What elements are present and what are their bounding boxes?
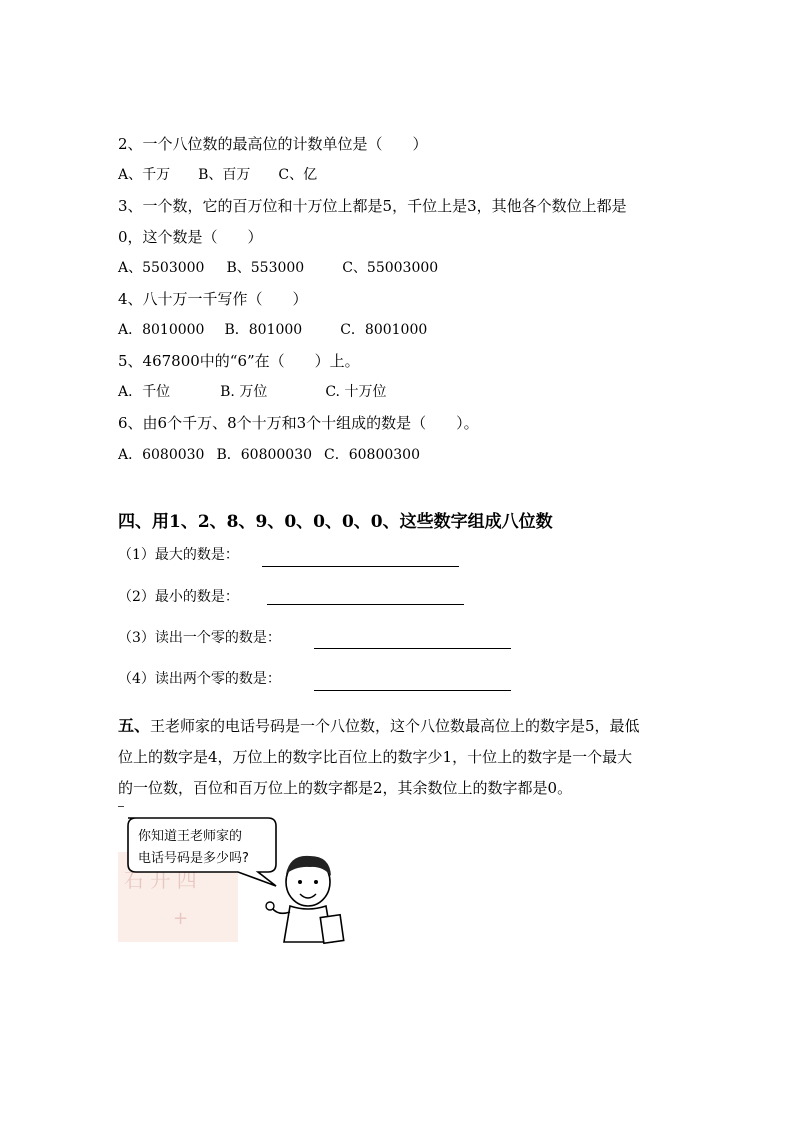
fill-item-4-label: （4）读出两个零的数是： xyxy=(118,671,281,687)
boy-arm xyxy=(272,908,290,913)
fill-item-3-label: （3）读出一个零的数是： xyxy=(118,630,281,646)
option-c[interactable]: C、亿 xyxy=(278,167,318,183)
bubble-text-2: 电话号码是多少吗? xyxy=(138,851,249,866)
question-3-stem: 3、一个数，它的百万位和十万位上都是5，千位上是3，其他各个数位上都是 xyxy=(118,197,627,215)
boy-eye xyxy=(314,880,318,884)
question-3-options xyxy=(118,258,438,278)
question-6-options xyxy=(118,445,420,465)
option-a[interactable]: A．6080030 xyxy=(118,447,205,463)
book xyxy=(320,915,343,944)
question-2-options xyxy=(118,165,317,185)
option-a[interactable]: A、千万 xyxy=(118,167,171,183)
answer-blank-4[interactable] xyxy=(314,690,511,691)
fill-item-1-label: （1）最大的数是： xyxy=(118,547,239,563)
option-c[interactable]: C．8001000 xyxy=(340,322,428,338)
option-a[interactable]: A．8010000 xyxy=(118,322,205,338)
faint-text: 石 开 四 xyxy=(124,868,197,892)
question-6-stem: 6、由6个千万、8个十万和3个十组成的数是（ ）。 xyxy=(118,414,479,432)
answer-blank-3[interactable] xyxy=(314,648,511,649)
answer-blank-1[interactable] xyxy=(262,566,459,567)
option-c[interactable]: C、55003000 xyxy=(342,260,439,276)
section-5-label: 五、 xyxy=(118,716,151,735)
option-b[interactable]: B、百万 xyxy=(198,167,251,183)
option-b[interactable]: B．801000 xyxy=(224,322,303,338)
option-a[interactable]: A、5503000 xyxy=(118,260,205,276)
question-5-stem: 5、467800中的“6”在（ ）上。 xyxy=(118,352,360,370)
section-5-line-1 xyxy=(118,716,640,736)
faint-text: + xyxy=(173,908,189,929)
section-5-line-2: 位上的数字是4，万位上的数字比百位上的数字少1，十位上的数字是一个最大 xyxy=(118,748,633,766)
section-5-text-1: 王老师家的电话号码是一个八位数，这个八位数最高位上的数字是5，最低 xyxy=(150,717,640,735)
boy-eye xyxy=(298,880,302,884)
option-b[interactable]: B、553000 xyxy=(226,260,305,276)
fill-item-2-label: （2）最小的数是： xyxy=(118,589,239,605)
boy-hand xyxy=(266,902,274,910)
section-4-title: 四、用1、2、8、9、0、0、0、0、这些数字组成八位数 xyxy=(118,512,553,532)
answer-blank-2[interactable] xyxy=(267,604,464,605)
teacher-illustration xyxy=(118,812,348,947)
option-c[interactable]: C. 十万位 xyxy=(325,384,387,400)
section-5-line-3: 的一位数，百位和百万位上的数字都是2，其余数位上的数字都是0。 xyxy=(118,779,573,797)
question-4-stem: 4、八十万一千写作（ ） xyxy=(118,290,308,308)
question-5-options xyxy=(118,382,386,402)
bubble-text-1: 你知道王老师家的 xyxy=(138,829,243,844)
small-mark xyxy=(118,806,124,807)
question-4-options xyxy=(118,320,427,340)
option-c[interactable]: C．60800300 xyxy=(324,447,420,463)
option-b[interactable]: B．60800030 xyxy=(216,447,313,463)
option-a[interactable]: A．千位 xyxy=(118,384,171,400)
question-3-stem-cont: 0，这个数是（ ） xyxy=(118,228,263,246)
option-b[interactable]: B. 万位 xyxy=(220,384,268,400)
question-2-stem: 2、一个八位数的最高位的计数单位是（ ） xyxy=(118,135,428,153)
